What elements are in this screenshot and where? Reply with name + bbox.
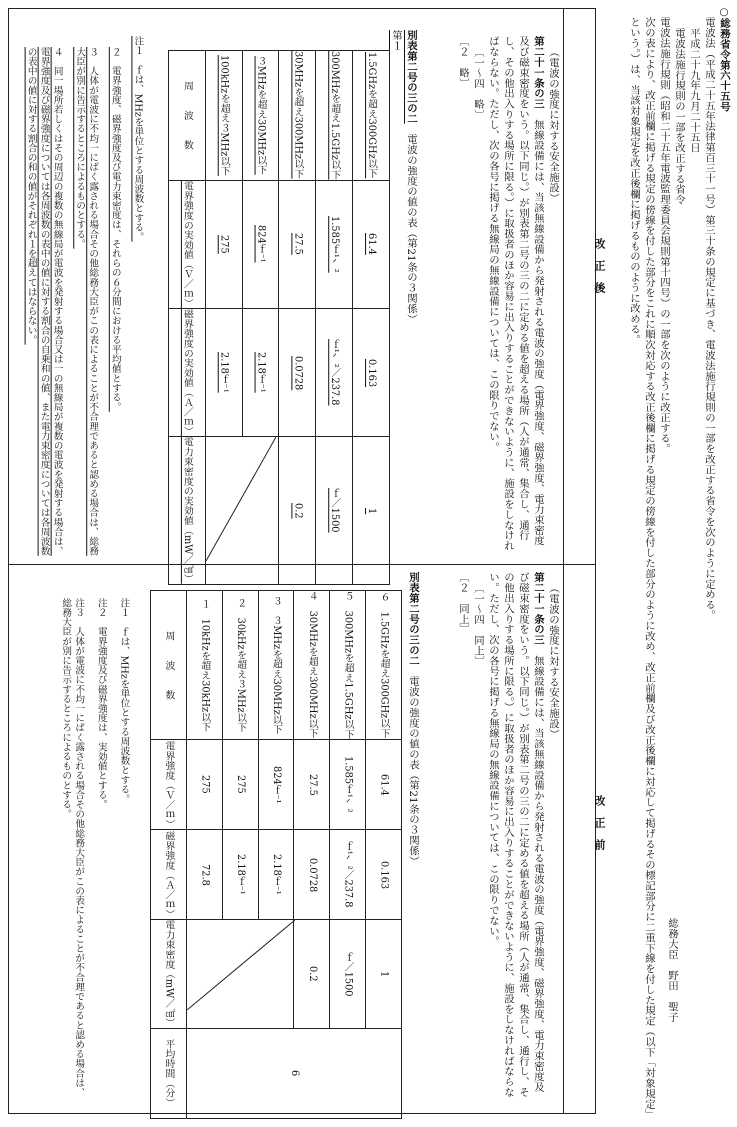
before-row6-freq: ６ 1.5GHzを超え300GHz以下 <box>366 591 402 740</box>
minister-label: 総務大臣 <box>666 918 678 960</box>
after-notes <box>14 36 154 556</box>
after-header-h: 磁界強度の実効値（Ａ／ｍ） <box>169 308 206 436</box>
after-table-title-text: 電波の強度の値の表（第21条の３関係） <box>405 134 417 325</box>
after-row4-s: ｆ／1500 <box>316 437 353 585</box>
before-heading: （電波の強度に対する安全施設） <box>547 583 559 739</box>
before-note-3: 注３ 人体が電波に不均一にばく露される場合その他総務大臣がこの表によることが不合理であると認める場合は、総務大臣が別に告示するところによるものとする。 <box>60 598 85 1098</box>
before-table <box>150 590 402 1119</box>
after-article-text: 無線設備には、当該無線設備から発射される電波の強度（電界強度、磁界強度、電力束密度及び磁束密度をいう。以下同じ。）が別表第二号の三の二に定める値を超える場所（人が通常、集合し、通行し、その他出入りする場所に限る。）に取扱者のほか容易に出入りすることができないように、施設をしなければならない。ただし、次の各号に掲げる無線局の無線設備については、この限りでない。 <box>487 36 544 551</box>
after-row3-e: 27.5 <box>279 180 316 308</box>
before-row6-e: 61.4 <box>366 740 402 830</box>
before-row6-h: 0.163 <box>366 830 402 920</box>
before-row2-h: 2.18ｆ⁻¹ <box>222 830 258 920</box>
after-row3-h: 0.0728 <box>279 308 316 436</box>
before-article-body: 第二十一条の三 無線設備には、当該無線設備から発射される電波の強度（電界強度、磁界強度、電力束密度及び磁束密度をいう。以下同じ。）が別表第二号の三の二に定める値を超える場所（人が通常、集合し、通行し、その他出入りする場所に限る。）に取扱者のほか容易に出入りすることができないように、施設をしなければならない。ただし、次の各号に掲げる無線局の無線設備については、この限りでない。 <box>487 572 544 1098</box>
before-table-title-text: 電波の強度の値の表（第21条の３関係） <box>407 676 419 867</box>
before-header-e: 電界強度（Ｖ／ｍ） <box>151 740 187 830</box>
before-row4-s: 0.2 <box>294 920 330 1029</box>
before-row5-e: 1.585ｆ¹ᐟ² <box>330 740 366 830</box>
before-row1-freq: １ 10kHzを超え30kHz以下 <box>186 591 222 740</box>
before-row6-s: 1 <box>366 920 402 1029</box>
ordinance-name: 電波法施行規則の一部を改正する省令 <box>673 28 685 205</box>
after-table-number: 第１ <box>390 30 402 51</box>
after-table-title-label: 別表第二号の三の二 <box>405 30 417 124</box>
after-item-1: 〔一～四 略〕 <box>472 47 484 120</box>
before-notes <box>20 598 140 1098</box>
after-row1-freq: 100kHzを超え３MHz以下 <box>205 51 242 181</box>
before-header-h: 磁界強度（Ａ／ｍ） <box>151 830 187 920</box>
before-note-2: 注２ 電界強度及び磁界強度は、実効値とする。 <box>95 598 107 810</box>
header-after-cell <box>563 8 606 564</box>
after-note-4: ４ 同一場所若しくはその周辺の複数の無線局が電波を発射する場合又は一の無線局が複数の電波を発射する場合は、電界強度及び磁界強度については各周波数の表中の値に対する割合の自乗和の値、また電力束密度については各周波数の表中の値に対する割合の和の値がそれぞれ１を超えてはならない。 <box>25 47 63 556</box>
after-header-e: 電界強度の実効値（Ｖ／ｍ） <box>169 180 206 308</box>
before-note-1: 注１ ｆは、MHzを単位とする周波数とする。 <box>118 598 130 804</box>
before-avg-time: 6 <box>186 1028 401 1118</box>
before-header-freq: 周 波 数 <box>151 591 187 740</box>
after-article-body: 第二十一条の三 無線設備には、当該無線設備から発射される電波の強度（電界強度、磁界強度、電力束密度及び磁束密度をいう。以下同じ。）が別表第二号の三の二に定める値を超える場所（人が通常、集合し、通行し、その他出入りする場所に限る。）に取扱者のほか容易に出入りすることができないように、施設をしなければならない。ただし、次の各号に掲げる無線局の無線設備については、この限りでない。 <box>487 36 544 551</box>
diagonal-line <box>206 437 276 561</box>
after-note-2: ２ 電界強度、磁界強度及び電力束密度は、それらの６分間における平均値とする。 <box>109 47 121 412</box>
before-row2-e: 275 <box>222 740 258 830</box>
before-row3-freq: ３ ３MHzを超え30MHz以下 <box>258 591 294 740</box>
before-item-1: 〔一～四 同上〕 <box>472 583 484 667</box>
before-header-s: 電力束密度（mW／㎠） <box>151 920 187 1029</box>
before-row1-h: 72.8 <box>186 830 222 920</box>
after-row4-e: 1.585ｆ¹ᐟ² <box>316 180 353 308</box>
intro-body-1: 電波法施行規則（昭和二十五年電波監理委員会規則第十四号）の一部を次のように改正する。 <box>658 17 670 454</box>
promulgation-date: 平成二十九年九月二十五日 <box>688 28 700 153</box>
before-table-title <box>404 572 420 1102</box>
after-row5-h: 0.163 <box>353 308 390 436</box>
before-item-2: 〔２ 同上〕 <box>457 572 469 635</box>
intro-body-2: 次の表により、改正前欄に掲げる規定の傍線を付した部分をこれに順次対応する改正後欄に掲げる規定の傍線を付した部分のように改め、改正前欄及び改正後欄に対応して掲げるその標記部分に二重下線を付した規定（以下「対象規定」という。）は、当該対象規定を改正後欄に掲げるもののように改める。 <box>628 17 655 1120</box>
before-table-title-label: 別表第二号の三の二 <box>407 572 419 666</box>
law-basis: 電波法（平成二十五年法律第百三十一号）第三十条の規定に基づき、電波法施行規則の一部を改正する省令を次のように定める。 <box>703 17 715 621</box>
after-row2-e: 824ｆ⁻¹ <box>242 180 279 308</box>
before-row5-freq: ５ 300MHzを超え1.5GHz以下 <box>330 591 366 740</box>
before-row5-s: ｆ／1500 <box>330 920 366 1029</box>
before-article <box>420 572 560 1102</box>
after-note-1: 注１ ｆは、MHzを単位とする周波数とする。 <box>132 36 144 242</box>
before-row4-e: 27.5 <box>294 740 330 830</box>
after-row1-h: 2.18ｆ⁻¹ <box>205 308 242 436</box>
after-row4-h: ｆ¹ᐟ²／237.8 <box>316 308 353 436</box>
after-header-freq: 周 波 数 <box>169 51 206 181</box>
after-row5-s: 1 <box>353 437 390 585</box>
before-row4-h: 0.0728 <box>294 830 330 920</box>
before-empty-diagonal-cell <box>186 920 294 1029</box>
after-row4-freq: 300MHzを超え1.5GHz以下 <box>316 51 353 181</box>
minister-signature <box>664 918 679 1078</box>
after-item-2: 〔２ 略〕 <box>457 36 469 88</box>
after-table <box>168 50 390 585</box>
after-note-3: ３ 人体が電波に不均一にばく露される場合その他総務大臣がこの表によることが不合理であると認める場合は、総務大臣が別に告示するところによるものとする。 <box>74 47 99 556</box>
header-before-cell <box>563 564 606 1114</box>
after-row1-e: 275 <box>205 180 242 308</box>
after-row3-freq: 30MHzを超え300MHz以下 <box>279 51 316 181</box>
after-row2-freq: ３MHzを超え30MHz以下 <box>242 51 279 181</box>
header-before: 改 正 前 <box>593 795 606 850</box>
after-heading: （電波の強度に対する安全施設） <box>547 47 559 203</box>
after-empty-diagonal-cell <box>205 437 279 585</box>
minister-name: 野田 聖子 <box>666 970 678 1023</box>
before-row3-h: 2.18ｆ⁻¹ <box>258 830 294 920</box>
after-row5-e: 61.4 <box>353 180 390 308</box>
after-header-s: 電力束密度の実効値（mW／㎠） <box>169 437 206 585</box>
before-row3-e: 824ｆ⁻¹ <box>258 740 294 830</box>
before-header-time: 平均時間（分） <box>151 1028 187 1118</box>
before-row5-h: ｆ¹ᐟ²／237.8 <box>330 830 366 920</box>
diagonal-line <box>187 920 295 1010</box>
after-row2-h: 2.18ｆ⁻¹ <box>242 308 279 436</box>
before-row4-freq: ４ 30MHzを超え300MHz以下 <box>294 591 330 740</box>
before-row2-freq: ２ 30kHzを超え３MHz以下 <box>222 591 258 740</box>
after-row5-freq: 1.5GHzを超え300GHz以下 <box>353 51 390 181</box>
before-article-text: 無線設備には、当該無線設備から発射される電波の強度（電界強度、磁界強度、電力束密度及び磁束密度をいう。以下同じ。）が別表第二号の三の二に定める値を超える場所（人が通常、集合し、通行し、その他出入りする場所に限る。）に取扱者のほか容易に出入りすることができないように、施設をしなければならない。ただし、次の各号に掲げる無線局の無線設備については、この限りでない。 <box>487 572 544 1098</box>
before-row1-e: 275 <box>186 740 222 830</box>
ordinance-title: ○総務省令第六十五号 <box>718 6 730 112</box>
after-row3-s: 0.2 <box>279 437 316 585</box>
header-after: 改 正 後 <box>593 238 606 293</box>
